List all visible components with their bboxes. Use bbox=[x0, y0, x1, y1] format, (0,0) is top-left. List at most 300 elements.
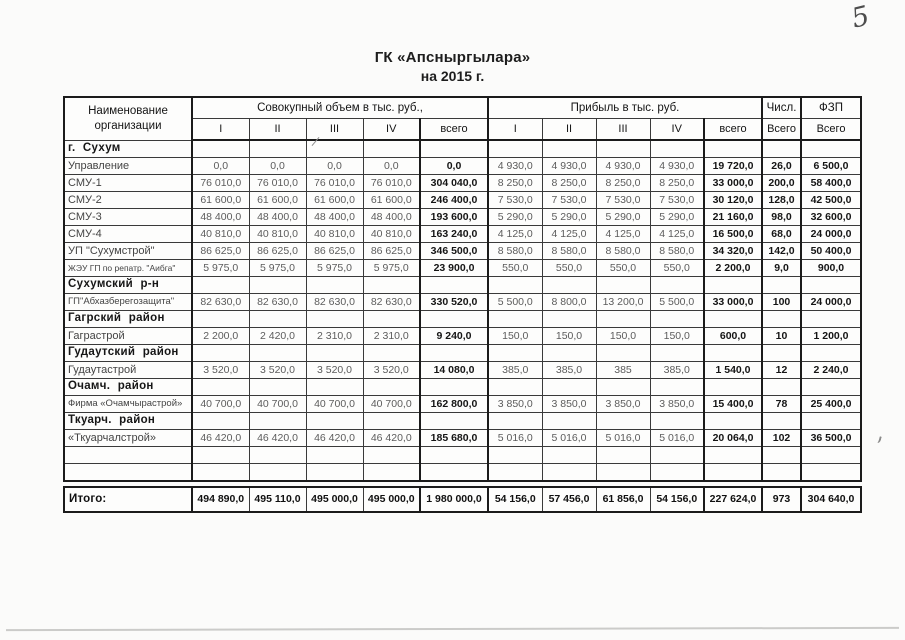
value-cell: 2 200,0 bbox=[192, 328, 249, 345]
value-cell: 46 420,0 bbox=[306, 430, 363, 447]
value-cell bbox=[363, 413, 420, 430]
value-cell: 36 500,0 bbox=[801, 430, 861, 447]
value-cell bbox=[249, 311, 306, 328]
value-cell: 163 240,0 bbox=[420, 226, 488, 243]
value-cell: 8 250,0 bbox=[542, 175, 596, 192]
value-cell bbox=[542, 311, 596, 328]
value-cell: 330 520,0 bbox=[420, 294, 488, 311]
value-cell bbox=[420, 379, 488, 396]
header-volume-group: Совокупный объем в тыс. руб., bbox=[192, 97, 488, 119]
value-cell: 9,0 bbox=[762, 260, 801, 277]
org-data-row bbox=[64, 175, 861, 192]
org-name-cell bbox=[64, 447, 192, 464]
value-cell: 42 500,0 bbox=[801, 192, 861, 209]
value-cell: 33 000,0 bbox=[704, 294, 762, 311]
value-cell bbox=[542, 277, 596, 294]
header-vol-q2: II bbox=[249, 119, 306, 141]
value-cell: 23 900,0 bbox=[420, 260, 488, 277]
value-cell bbox=[801, 345, 861, 362]
value-cell bbox=[249, 379, 306, 396]
value-cell: 86 625,0 bbox=[306, 243, 363, 260]
value-cell: 61 600,0 bbox=[249, 192, 306, 209]
value-cell bbox=[596, 413, 650, 430]
value-cell bbox=[801, 413, 861, 430]
value-cell bbox=[249, 464, 306, 482]
value-cell bbox=[801, 464, 861, 482]
value-cell: 150,0 bbox=[650, 328, 704, 345]
org-data-row bbox=[64, 328, 861, 345]
value-cell bbox=[650, 447, 704, 464]
value-cell: 150,0 bbox=[596, 328, 650, 345]
value-cell: 61 600,0 bbox=[306, 192, 363, 209]
value-cell bbox=[762, 447, 801, 464]
value-cell: 550,0 bbox=[488, 260, 542, 277]
value-cell: 385 bbox=[596, 362, 650, 379]
value-cell bbox=[542, 140, 596, 158]
value-cell: 46 420,0 bbox=[192, 430, 249, 447]
value-cell: 5 500,0 bbox=[488, 294, 542, 311]
value-cell: 495 000,0 bbox=[363, 487, 420, 512]
title-year: на 2015 г. bbox=[420, 68, 485, 84]
value-cell bbox=[249, 413, 306, 430]
value-cell bbox=[704, 311, 762, 328]
value-cell bbox=[306, 413, 363, 430]
value-cell bbox=[596, 140, 650, 158]
header-fzp: ФЗП bbox=[801, 97, 861, 119]
value-cell bbox=[192, 464, 249, 482]
value-cell: 5 016,0 bbox=[542, 430, 596, 447]
value-cell: 3 850,0 bbox=[542, 396, 596, 413]
value-cell: 2 240,0 bbox=[801, 362, 861, 379]
value-cell: 78 bbox=[762, 396, 801, 413]
total-row bbox=[64, 487, 861, 512]
value-cell bbox=[596, 277, 650, 294]
value-cell: 61 856,0 bbox=[596, 487, 650, 512]
value-cell: 5 016,0 bbox=[650, 430, 704, 447]
org-name-cell: Управление bbox=[64, 158, 192, 175]
value-cell: 16 500,0 bbox=[704, 226, 762, 243]
value-cell bbox=[704, 140, 762, 158]
value-cell: 19 720,0 bbox=[704, 158, 762, 175]
value-cell: 24 000,0 bbox=[801, 226, 861, 243]
value-cell: 900,0 bbox=[801, 260, 861, 277]
value-cell: 5 500,0 bbox=[650, 294, 704, 311]
value-cell: 494 890,0 bbox=[192, 487, 249, 512]
org-name-cell: Фирма «Очамчырастрой» bbox=[64, 396, 192, 413]
total-table bbox=[63, 486, 862, 513]
section-header-row bbox=[64, 345, 861, 362]
value-cell: 385,0 bbox=[542, 362, 596, 379]
value-cell: 162 800,0 bbox=[420, 396, 488, 413]
org-data-row bbox=[64, 158, 861, 175]
section-header-row bbox=[64, 379, 861, 396]
value-cell: 8 800,0 bbox=[542, 294, 596, 311]
value-cell: 86 625,0 bbox=[363, 243, 420, 260]
value-cell: 8 250,0 bbox=[596, 175, 650, 192]
org-name-cell: ГП"Абхазберегозащита" bbox=[64, 294, 192, 311]
value-cell: 5 975,0 bbox=[249, 260, 306, 277]
value-cell: 385,0 bbox=[650, 362, 704, 379]
value-cell: 40 810,0 bbox=[249, 226, 306, 243]
value-cell: 3 520,0 bbox=[192, 362, 249, 379]
value-cell bbox=[596, 464, 650, 482]
value-cell: 40 700,0 bbox=[306, 396, 363, 413]
value-cell bbox=[650, 140, 704, 158]
org-data-row bbox=[64, 192, 861, 209]
value-cell bbox=[488, 447, 542, 464]
value-cell bbox=[762, 277, 801, 294]
value-cell bbox=[249, 140, 306, 158]
value-cell bbox=[650, 345, 704, 362]
value-cell: 7 530,0 bbox=[542, 192, 596, 209]
value-cell: 128,0 bbox=[762, 192, 801, 209]
org-data-row bbox=[64, 209, 861, 226]
value-cell bbox=[488, 345, 542, 362]
value-cell: 495 110,0 bbox=[249, 487, 306, 512]
value-cell bbox=[596, 447, 650, 464]
handwritten-page-number: 5 bbox=[848, 0, 873, 35]
value-cell: 3 850,0 bbox=[596, 396, 650, 413]
value-cell: 48 400,0 bbox=[249, 209, 306, 226]
value-cell: 5 290,0 bbox=[488, 209, 542, 226]
value-cell bbox=[488, 311, 542, 328]
value-cell bbox=[650, 277, 704, 294]
org-name-cell: СМУ-1 bbox=[64, 175, 192, 192]
header-org-name-line2: организации bbox=[94, 119, 162, 132]
value-cell: 5 016,0 bbox=[488, 430, 542, 447]
value-cell: 40 700,0 bbox=[249, 396, 306, 413]
value-cell: 8 580,0 bbox=[542, 243, 596, 260]
empty-row bbox=[64, 447, 861, 464]
value-cell: 30 120,0 bbox=[704, 192, 762, 209]
value-cell bbox=[801, 447, 861, 464]
value-cell: 600,0 bbox=[704, 328, 762, 345]
org-name-cell: СМУ-3 bbox=[64, 209, 192, 226]
value-cell: 10 bbox=[762, 328, 801, 345]
value-cell: 40 810,0 bbox=[192, 226, 249, 243]
value-cell bbox=[306, 464, 363, 482]
org-name-cell: г. Сухум bbox=[64, 140, 192, 158]
value-cell: 2 200,0 bbox=[704, 260, 762, 277]
header-profit-q4: IV bbox=[650, 119, 704, 141]
header-vol-total: всего bbox=[420, 119, 488, 141]
value-cell: 12 bbox=[762, 362, 801, 379]
value-cell bbox=[192, 311, 249, 328]
value-cell: 48 400,0 bbox=[306, 209, 363, 226]
value-cell: 20 064,0 bbox=[704, 430, 762, 447]
value-cell: 46 420,0 bbox=[363, 430, 420, 447]
org-name-cell bbox=[64, 464, 192, 482]
value-cell: 40 700,0 bbox=[192, 396, 249, 413]
value-cell bbox=[650, 413, 704, 430]
value-cell bbox=[542, 345, 596, 362]
value-cell: 3 520,0 bbox=[249, 362, 306, 379]
value-cell bbox=[801, 277, 861, 294]
org-name-cell: ЖЭУ ГП по репатр. "Аибга" bbox=[64, 260, 192, 277]
value-cell: 3 850,0 bbox=[488, 396, 542, 413]
value-cell bbox=[249, 345, 306, 362]
table-body bbox=[64, 140, 861, 481]
value-cell: 86 625,0 bbox=[249, 243, 306, 260]
value-cell: 150,0 bbox=[542, 328, 596, 345]
value-cell: 34 320,0 bbox=[704, 243, 762, 260]
value-cell: 142,0 bbox=[762, 243, 801, 260]
value-cell: 304 040,0 bbox=[420, 175, 488, 192]
org-name-cell: «Ткуарчалстрой» bbox=[64, 430, 192, 447]
value-cell bbox=[488, 413, 542, 430]
value-cell: 46 420,0 bbox=[249, 430, 306, 447]
value-cell bbox=[488, 379, 542, 396]
value-cell bbox=[192, 447, 249, 464]
value-cell: 0,0 bbox=[249, 158, 306, 175]
main-table bbox=[63, 96, 862, 482]
value-cell bbox=[192, 413, 249, 430]
header-org-name-line1: Наименование bbox=[88, 104, 168, 117]
org-name-cell: Гагрский район bbox=[64, 311, 192, 328]
value-cell: 102 bbox=[762, 430, 801, 447]
value-cell bbox=[650, 379, 704, 396]
org-data-row bbox=[64, 430, 861, 447]
value-cell: 4 125,0 bbox=[542, 226, 596, 243]
value-cell: 5 290,0 bbox=[596, 209, 650, 226]
value-cell: 58 400,0 bbox=[801, 175, 861, 192]
value-cell bbox=[192, 345, 249, 362]
value-cell: 76 010,0 bbox=[306, 175, 363, 192]
value-cell: 8 250,0 bbox=[650, 175, 704, 192]
value-cell: 0,0 bbox=[420, 158, 488, 175]
header-vol-q1: I bbox=[192, 119, 249, 141]
value-cell bbox=[363, 447, 420, 464]
value-cell: 550,0 bbox=[542, 260, 596, 277]
value-cell: 5 975,0 bbox=[306, 260, 363, 277]
value-cell bbox=[192, 277, 249, 294]
org-name-cell: Гаграстрой bbox=[64, 328, 192, 345]
value-cell: 7 530,0 bbox=[488, 192, 542, 209]
value-cell: 6 500,0 bbox=[801, 158, 861, 175]
value-cell bbox=[420, 447, 488, 464]
value-cell: 13 200,0 bbox=[596, 294, 650, 311]
value-cell: 8 580,0 bbox=[596, 243, 650, 260]
org-data-row bbox=[64, 226, 861, 243]
org-name-cell: СМУ-4 bbox=[64, 226, 192, 243]
value-cell: 9 240,0 bbox=[420, 328, 488, 345]
value-cell: 5 975,0 bbox=[192, 260, 249, 277]
value-cell: 1 980 000,0 bbox=[420, 487, 488, 512]
value-cell: 4 930,0 bbox=[542, 158, 596, 175]
value-cell bbox=[192, 140, 249, 158]
value-cell bbox=[420, 464, 488, 482]
value-cell: 82 630,0 bbox=[192, 294, 249, 311]
value-cell: 48 400,0 bbox=[192, 209, 249, 226]
org-name-cell: Итого: bbox=[64, 487, 192, 512]
org-data-row bbox=[64, 396, 861, 413]
value-cell: 82 630,0 bbox=[306, 294, 363, 311]
section-header-row bbox=[64, 140, 861, 158]
value-cell bbox=[192, 379, 249, 396]
value-cell: 1 200,0 bbox=[801, 328, 861, 345]
value-cell: 25 400,0 bbox=[801, 396, 861, 413]
value-cell bbox=[762, 311, 801, 328]
org-name-cell: Гудаутастрой bbox=[64, 362, 192, 379]
report-table-area bbox=[63, 96, 860, 513]
value-cell bbox=[249, 277, 306, 294]
header-vol-q4: IV bbox=[363, 119, 420, 141]
value-cell: 5 290,0 bbox=[650, 209, 704, 226]
value-cell: 304 640,0 bbox=[801, 487, 861, 512]
value-cell bbox=[363, 277, 420, 294]
value-cell bbox=[420, 140, 488, 158]
value-cell bbox=[762, 345, 801, 362]
value-cell bbox=[488, 277, 542, 294]
header-profit-q2: II bbox=[542, 119, 596, 141]
value-cell: 54 156,0 bbox=[488, 487, 542, 512]
value-cell bbox=[306, 379, 363, 396]
value-cell: 8 580,0 bbox=[488, 243, 542, 260]
value-cell bbox=[704, 379, 762, 396]
value-cell bbox=[306, 311, 363, 328]
value-cell: 57 456,0 bbox=[542, 487, 596, 512]
value-cell: 3 850,0 bbox=[650, 396, 704, 413]
section-header-row bbox=[64, 277, 861, 294]
value-cell bbox=[704, 345, 762, 362]
header-row-groups bbox=[64, 97, 861, 119]
value-cell: 7 530,0 bbox=[596, 192, 650, 209]
org-name-cell: СМУ-2 bbox=[64, 192, 192, 209]
value-cell: 40 700,0 bbox=[363, 396, 420, 413]
value-cell bbox=[420, 311, 488, 328]
header-vol-q3: III bbox=[306, 119, 363, 141]
value-cell bbox=[801, 140, 861, 158]
value-cell: 76 010,0 bbox=[363, 175, 420, 192]
value-cell bbox=[762, 413, 801, 430]
document-title bbox=[0, 49, 905, 84]
section-header-row bbox=[64, 311, 861, 328]
value-cell bbox=[306, 277, 363, 294]
value-cell: 193 600,0 bbox=[420, 209, 488, 226]
value-cell: 8 250,0 bbox=[488, 175, 542, 192]
value-cell: 973 bbox=[762, 487, 801, 512]
value-cell: 495 000,0 bbox=[306, 487, 363, 512]
value-cell bbox=[420, 345, 488, 362]
value-cell: 32 600,0 bbox=[801, 209, 861, 226]
total-table-body bbox=[64, 487, 861, 512]
value-cell: 76 010,0 bbox=[249, 175, 306, 192]
value-cell bbox=[363, 311, 420, 328]
value-cell: 2 310,0 bbox=[306, 328, 363, 345]
org-data-row bbox=[64, 362, 861, 379]
value-cell: 40 810,0 bbox=[363, 226, 420, 243]
value-cell bbox=[542, 413, 596, 430]
value-cell: 14 080,0 bbox=[420, 362, 488, 379]
value-cell: 26,0 bbox=[762, 158, 801, 175]
org-name-cell: Очамч. район bbox=[64, 379, 192, 396]
value-cell: 76 010,0 bbox=[192, 175, 249, 192]
value-cell bbox=[363, 140, 420, 158]
header-fzp-total: Всего bbox=[801, 119, 861, 141]
value-cell: 4 125,0 bbox=[596, 226, 650, 243]
value-cell: 61 600,0 bbox=[363, 192, 420, 209]
value-cell bbox=[363, 464, 420, 482]
section-header-row bbox=[64, 413, 861, 430]
scan-edge-line bbox=[6, 627, 899, 631]
value-cell: 21 160,0 bbox=[704, 209, 762, 226]
value-cell bbox=[801, 379, 861, 396]
value-cell: 54 156,0 bbox=[650, 487, 704, 512]
org-name-cell: Ткуарч. район bbox=[64, 413, 192, 430]
value-cell: 15 400,0 bbox=[704, 396, 762, 413]
pen-mark-artifact bbox=[875, 435, 882, 443]
value-cell: 8 580,0 bbox=[650, 243, 704, 260]
value-cell: 4 125,0 bbox=[650, 226, 704, 243]
header-chisl: Числ. bbox=[762, 97, 801, 119]
org-data-row bbox=[64, 260, 861, 277]
header-profit-q1: I bbox=[488, 119, 542, 141]
value-cell: 33 000,0 bbox=[704, 175, 762, 192]
value-cell: 0,0 bbox=[192, 158, 249, 175]
value-cell bbox=[596, 311, 650, 328]
value-cell bbox=[650, 311, 704, 328]
value-cell bbox=[363, 379, 420, 396]
value-cell: 86 625,0 bbox=[192, 243, 249, 260]
value-cell: 3 520,0 bbox=[306, 362, 363, 379]
value-cell: 82 630,0 bbox=[249, 294, 306, 311]
org-name-cell: Гудаутский район bbox=[64, 345, 192, 362]
value-cell: 246 400,0 bbox=[420, 192, 488, 209]
value-cell: 200,0 bbox=[762, 175, 801, 192]
value-cell bbox=[704, 464, 762, 482]
value-cell: 0,0 bbox=[363, 158, 420, 175]
value-cell: 4 930,0 bbox=[650, 158, 704, 175]
value-cell: 48 400,0 bbox=[363, 209, 420, 226]
value-cell: 3 520,0 bbox=[363, 362, 420, 379]
value-cell: 185 680,0 bbox=[420, 430, 488, 447]
value-cell bbox=[704, 413, 762, 430]
header-profit-q3: III bbox=[596, 119, 650, 141]
value-cell bbox=[596, 345, 650, 362]
value-cell: 346 500,0 bbox=[420, 243, 488, 260]
value-cell: 4 125,0 bbox=[488, 226, 542, 243]
empty-row bbox=[64, 464, 861, 482]
value-cell bbox=[420, 277, 488, 294]
value-cell: 50 400,0 bbox=[801, 243, 861, 260]
value-cell: 24 000,0 bbox=[801, 294, 861, 311]
value-cell: 40 810,0 bbox=[306, 226, 363, 243]
value-cell: 68,0 bbox=[762, 226, 801, 243]
value-cell bbox=[762, 379, 801, 396]
value-cell bbox=[249, 447, 306, 464]
value-cell: 82 630,0 bbox=[363, 294, 420, 311]
value-cell: 4 930,0 bbox=[596, 158, 650, 175]
value-cell bbox=[650, 464, 704, 482]
value-cell: 550,0 bbox=[650, 260, 704, 277]
value-cell bbox=[306, 447, 363, 464]
header-org-name bbox=[64, 97, 192, 140]
value-cell bbox=[801, 311, 861, 328]
title-company: ГК «Апсныргылара» bbox=[374, 49, 531, 66]
value-cell: 7 530,0 bbox=[650, 192, 704, 209]
value-cell: 0,0 bbox=[306, 158, 363, 175]
org-data-row bbox=[64, 243, 861, 260]
header-chisl-total: Всего bbox=[762, 119, 801, 141]
value-cell bbox=[420, 413, 488, 430]
value-cell: 227 624,0 bbox=[704, 487, 762, 512]
value-cell: 5 290,0 bbox=[542, 209, 596, 226]
value-cell bbox=[542, 447, 596, 464]
org-name-cell: УП "Сухумстрой" bbox=[64, 243, 192, 260]
value-cell bbox=[596, 379, 650, 396]
value-cell: 5 975,0 bbox=[363, 260, 420, 277]
value-cell bbox=[306, 345, 363, 362]
